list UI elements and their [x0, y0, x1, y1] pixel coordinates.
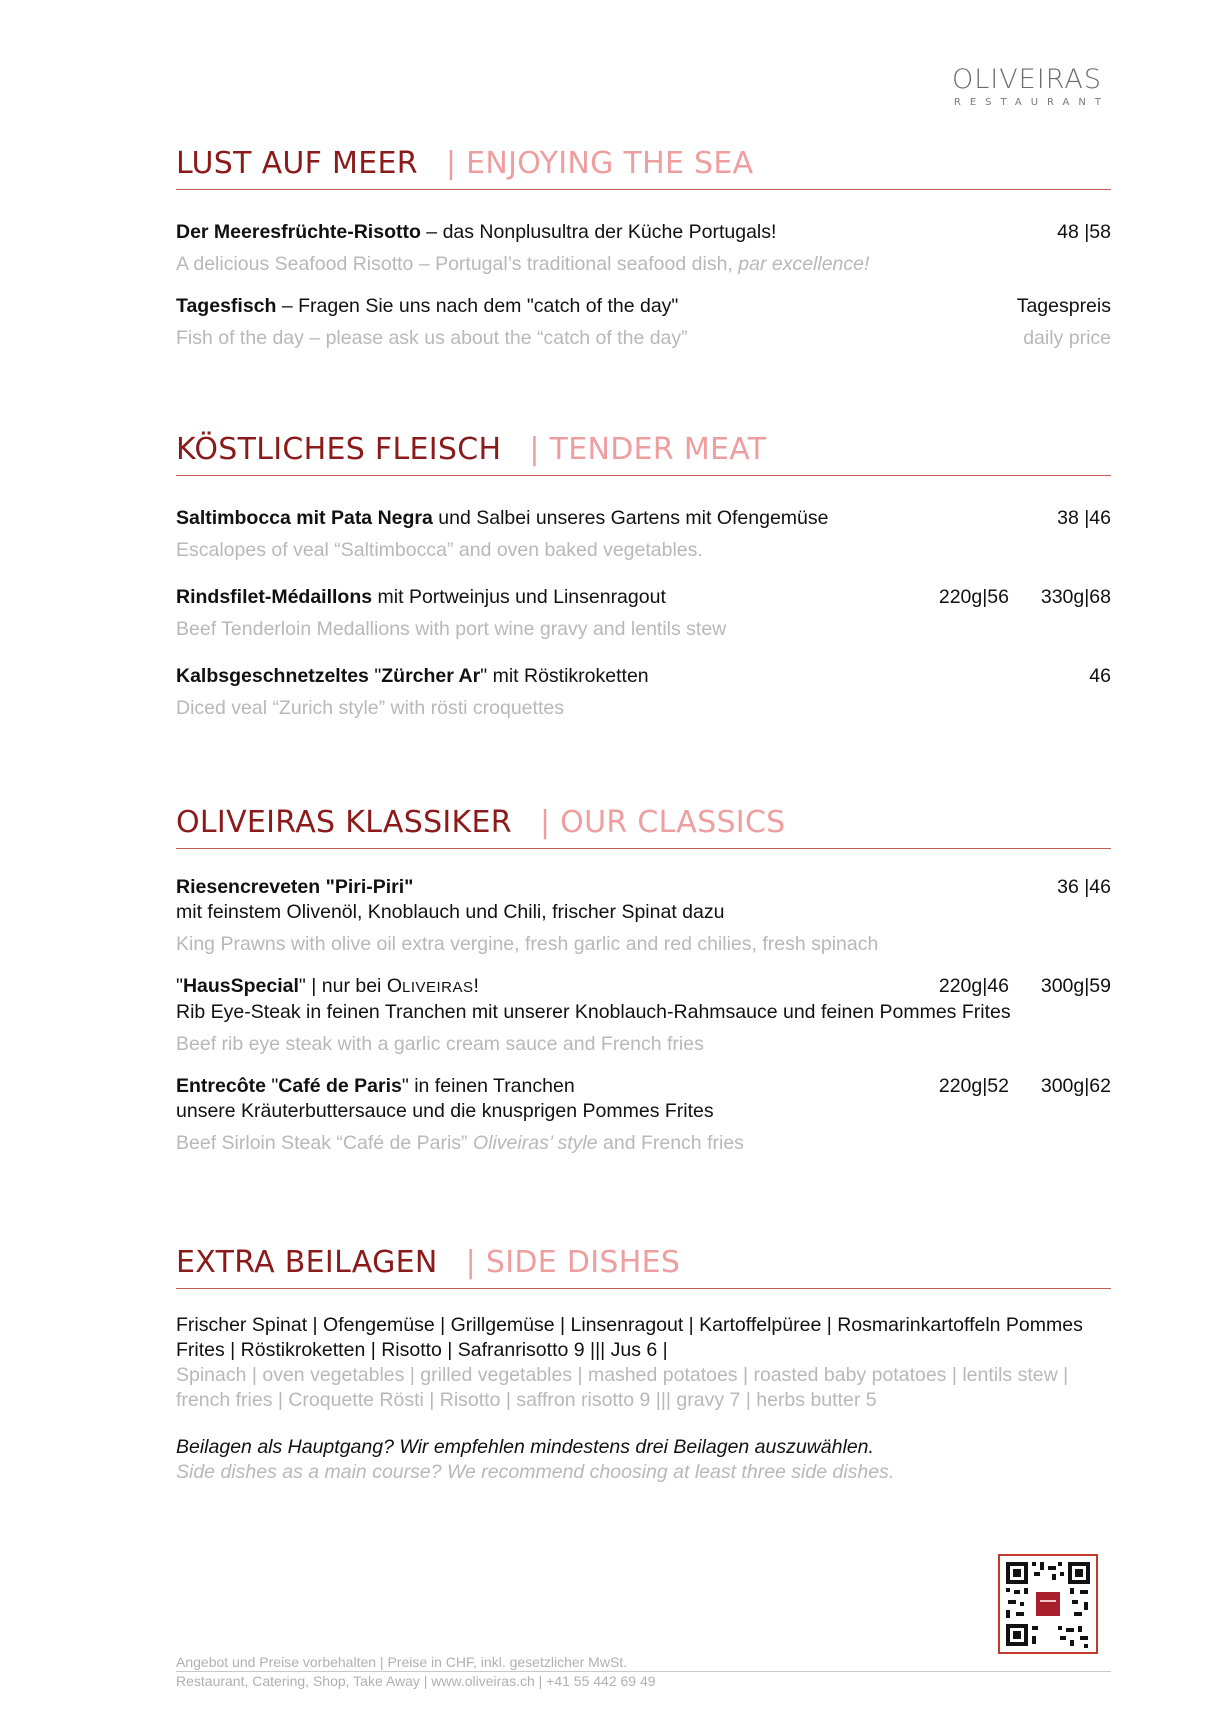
item-name-pre: Entrecôte [176, 1075, 266, 1097]
item-desc-de: und Salbei unseres Gartens mit Ofengemüse [432, 507, 829, 529]
section-heading [176, 432, 1111, 476]
qr-code-image [998, 1554, 1098, 1654]
item-price-large: 300g|62 [1040, 1075, 1111, 1097]
quote: " [374, 665, 382, 687]
menu-item [176, 585, 1111, 642]
item-price-en: daily price [1023, 327, 1111, 349]
item-name: Zürcher Ar [381, 665, 481, 687]
menu-item [176, 294, 1111, 351]
item-price: Tagespreis [1016, 295, 1111, 317]
item-price-large: 300g|59 [1040, 975, 1111, 997]
exclamation: ! [473, 975, 479, 997]
section-sea [176, 146, 1111, 351]
sides-note [176, 1435, 1111, 1485]
heading-de: LUST AUF MEER [176, 146, 418, 181]
note-en: Side dishes as a main course? We recommend choosing at least three side dishes. [176, 1461, 895, 1483]
item-price: 48 |58 [1057, 221, 1111, 243]
item-name: Tagesfisch [176, 295, 277, 317]
menu-item [176, 506, 1111, 563]
item-price: 38 |46 [1057, 507, 1111, 529]
menu-item [176, 220, 1111, 277]
item-desc-en-tail: and French fries [597, 1132, 744, 1154]
sides-en: Spinach | oven vegetables | grilled vegetables | mashed potatoes | roasted baby potatoes | lentils stew | french fries | Croquette Rösti | Risotto | saffron risotto 9 ||| gravy 7 | herbs butter 5 [176, 1364, 1069, 1411]
item-desc-de: mit Portweinjus und Linsenragout [372, 586, 666, 608]
footer [176, 1653, 1111, 1690]
item-desc-en: Fish of the day – please ask us about the “catch of the day” [176, 327, 688, 349]
item-desc-en: Escalopes of veal “Saltimbocca” and oven baked vegetables. [176, 539, 703, 561]
item-desc-en: Beef Tenderloin Medallions with port wine gravy and lentils stew [176, 618, 727, 640]
logo-name: OLIVEIRAS [951, 64, 1102, 95]
brand-smallcaps: LIVEIRAS [401, 979, 474, 996]
item-desc-de: unsere Kräuterbuttersauce und die knusprigen Pommes Frites [176, 1100, 714, 1122]
heading-en: | SIDE DISHES [465, 1245, 681, 1280]
item-desc-en: Diced veal “Zurich style” with rösti croquettes [176, 697, 564, 719]
item-price-small: 220g|56 [938, 586, 1009, 608]
item-name: Saltimbocca mit Pata Negra [176, 507, 433, 529]
side-dishes-list [176, 1313, 1111, 1413]
item-name-pre: Kalbsgeschnetzeltes [176, 665, 375, 687]
note-de: Beilagen als Hauptgang? Wir empfehlen mindestens drei Beilagen auszuwählen. [176, 1436, 874, 1458]
item-name: Rindsfilet-Médaillons [176, 586, 373, 608]
menu-item [176, 1074, 1111, 1156]
heading-de: EXTRA BEILAGEN [176, 1245, 438, 1280]
item-name: HausSpecial [182, 975, 299, 997]
item-price-large: 330g|68 [1040, 586, 1111, 608]
section-heading [176, 805, 1111, 849]
item-desc-de: – Fragen Sie uns nach dem "catch of the day" [276, 295, 679, 317]
item-desc-en: Beef rib eye steak with a garlic cream sauce and French fries [176, 1033, 704, 1055]
restaurant-logo [944, 64, 1110, 108]
menu-item [176, 664, 1111, 721]
item-price: 36 |46 [1057, 876, 1111, 898]
heading-en: | TENDER MEAT [529, 432, 767, 467]
heading-de: OLIVEIRAS KLASSIKER [176, 805, 512, 840]
quote: " [480, 665, 488, 687]
item-desc-de: mit feinstem Olivenöl, Knoblauch und Chili, frischer Spinat dazu [176, 901, 725, 923]
sides-de: Frischer Spinat | Ofengemüse | Grillgemüse | Linsenragout | Kartoffelpüree | Rosmarinkartoffeln Pommes Frites | Röstikroketten | Risotto | Safranrisotto 9 ||| Jus 6 | [176, 1314, 1083, 1361]
item-desc-de: mit Röstikroketten [487, 665, 649, 687]
footer-line2: Restaurant, Catering, Shop, Take Away | www.oliveiras.ch | +41 55 442 69 49 [176, 1673, 656, 1689]
heading-en: | OUR CLASSICS [539, 805, 786, 840]
logo-sub: RESTAURANT [953, 97, 1110, 108]
item-desc-en-italic: par excellence! [738, 253, 870, 275]
item-desc-en-italic: Oliveiras’ style [472, 1132, 598, 1154]
quote: " [401, 1075, 409, 1097]
item-desc-en: King Prawns with olive oil extra vergine, fresh garlic and red chilies, fresh spinach [176, 933, 879, 955]
section-heading [176, 1245, 1111, 1289]
section-sides [176, 1245, 1111, 1485]
item-desc-en: A delicious Seafood Risotto – Portugal’s traditional seafood dish, [176, 253, 739, 275]
item-price-small: 220g|46 [938, 975, 1009, 997]
item-price: 46 [1089, 665, 1111, 687]
heading-en: | ENJOYING THE SEA [445, 146, 754, 181]
footer-line1: Angebot und Preise vorbehalten | Preise in CHF, inkl. gesetzlicher MwSt. [176, 1653, 1111, 1672]
qr-code-icon [1000, 1556, 1096, 1652]
item-name: Der Meeresfrüchte-Risotto [176, 221, 421, 243]
quote: " [298, 975, 306, 997]
item-name: Café de Paris [278, 1075, 402, 1097]
item-subtitle: | nur bei [305, 975, 387, 997]
menu-item [176, 974, 1111, 1057]
item-price-small: 220g|52 [938, 1075, 1009, 1097]
item-name: Riesencreveten "Piri-Piri" [176, 876, 414, 898]
heading-de: KÖSTLICHES FLEISCH [176, 432, 502, 467]
brand-initial: O [386, 975, 402, 997]
quote: " [176, 975, 183, 997]
section-classics [176, 805, 1111, 1156]
item-desc-de-line1: in feinen Tranchen [408, 1075, 575, 1097]
item-desc-de: Rib Eye-Steak in feinen Tranchen mit unserer Knoblauch-Rahmsauce und feinen Pommes Frites [176, 1001, 1011, 1023]
menu-item [176, 875, 1111, 957]
section-meat [176, 432, 1111, 721]
item-desc-de: – das Nonplusultra der Küche Portugals! [420, 221, 777, 243]
quote: " [265, 1075, 279, 1097]
item-desc-en: Beef Sirloin Steak “Café de Paris” [176, 1132, 473, 1154]
section-heading [176, 146, 1111, 190]
